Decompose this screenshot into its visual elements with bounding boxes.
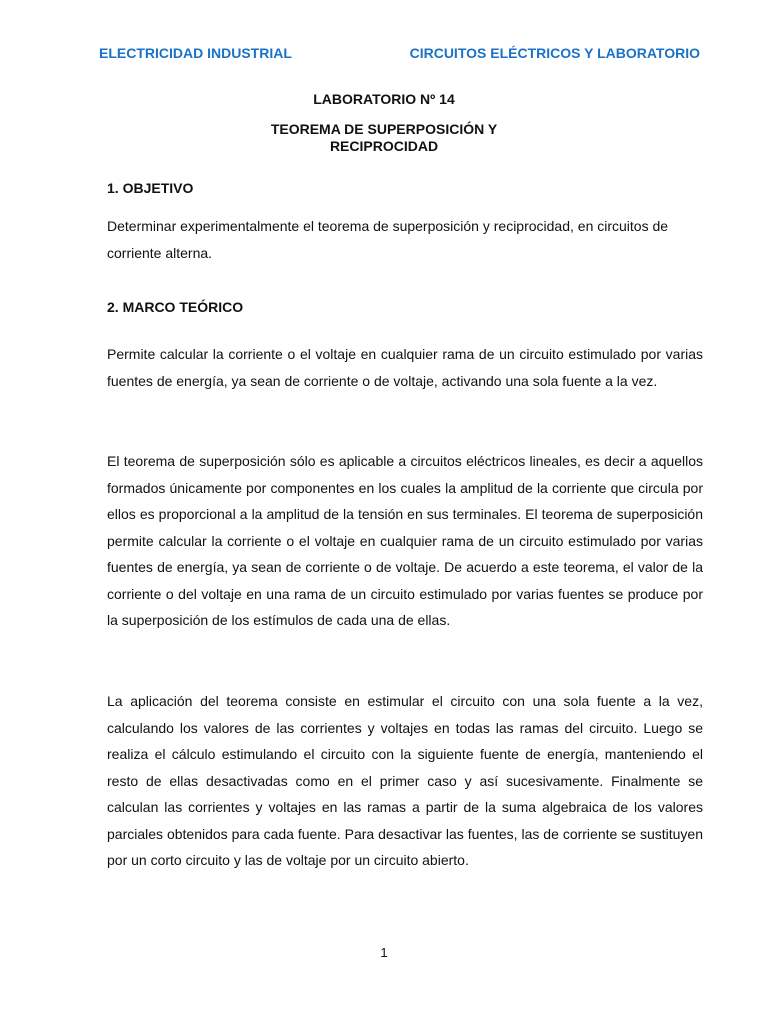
section-heading-theory: 2. MARCO TEÓRICO xyxy=(107,299,244,315)
theory-paragraph-3: La aplicación del teorema consiste en estimular el circuito con una sola fuente a la vez, calculando los valores de las corrientes y voltajes en todas las ramas del circuito. Luego se realiza el cálculo estimulando el circuito con la siguiente fuente de energía, manteniendo el resto de ellas desactivadas como en el primer caso y así sucesivamente. Finalmente se calculan las corrientes y voltajes en las ramas a partir de la suma algebraica de los valores parciales obtenidos para cada fuente. Para desactivar las fuentes, las de corriente se sustituyen por un corto circuito y las de voltaje por un circuito abierto. xyxy=(107,693,703,868)
theory-paragraph-1: Permite calcular la corriente o el voltaje en cualquier rama de un circuito estimulado por varias fuentes de energía, ya sean de corriente o de voltaje, activando una sola fuente a la vez. xyxy=(107,346,703,389)
document-title-line1: TEOREMA DE SUPERPOSICIÓN Y xyxy=(270,121,498,137)
page-number: 1 xyxy=(380,945,388,960)
header-right-title: CIRCUITOS ELÉCTRICOS Y LABORATORIO xyxy=(409,45,700,61)
header-left-title: ELECTRICIDAD INDUSTRIAL xyxy=(99,45,292,61)
theory-paragraph-2: El teorema de superposición sólo es aplicable a circuitos eléctricos lineales, es decir a aquellos formados únicamente por componentes en los cuales la amplitud de la corriente que circula por ellos es proporcional a la amplitud de la tensión en sus terminales. El teorema de superposición permite calcular la corriente o el voltaje en cualquier rama de un circuito estimulado por varias fuentes de energía, ya sean de corriente o de voltaje. De acuerdo a este teorema, el valor de la corriente o del voltaje en una rama de un circuito estimulado por varias fuentes se produce por la superposición de los estímulos de cada una de ellas. xyxy=(107,453,703,628)
objective-paragraph: Determinar experimentalmente el teorema de superposición y reciprocidad, en circuitos de corriente alterna. xyxy=(107,218,669,261)
document-title-line2: RECIPROCIDAD xyxy=(329,138,439,154)
lab-number: LABORATORIO Nº 14 xyxy=(313,91,455,107)
page-header xyxy=(99,45,700,65)
section-heading-objective: 1. OBJETIVO xyxy=(107,180,194,196)
